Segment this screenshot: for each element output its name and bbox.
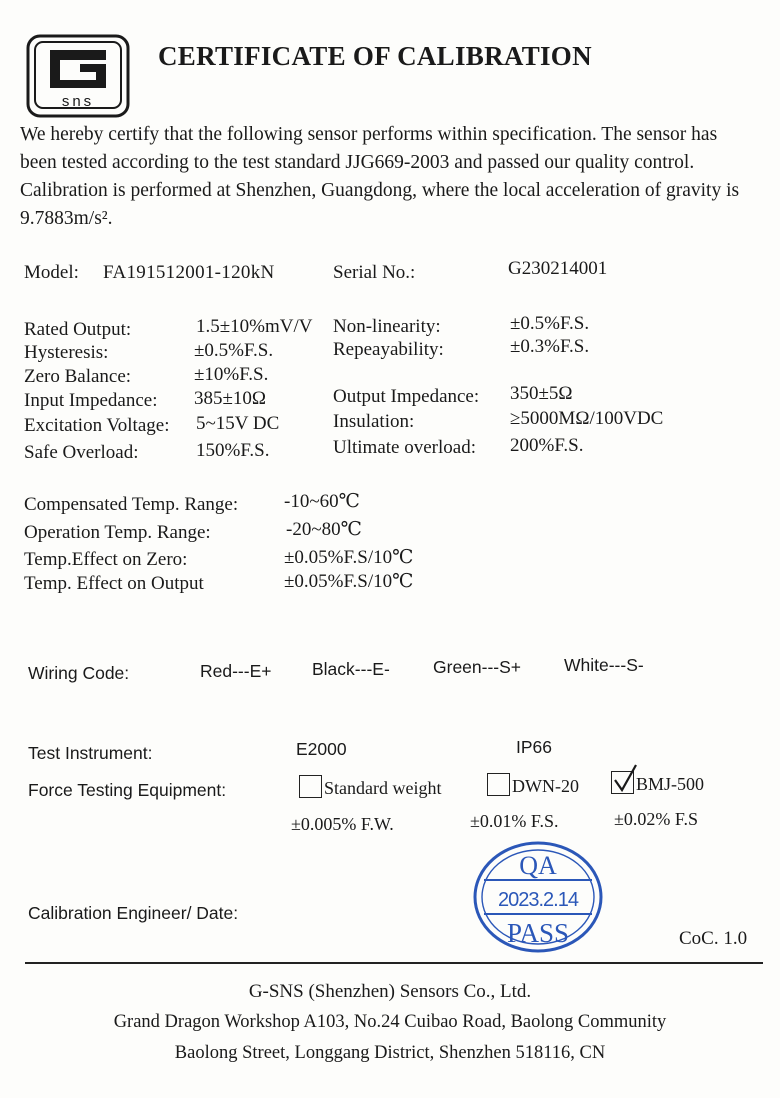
- spec-label-output-impedance: Output Impedance:: [333, 386, 480, 407]
- temp-value-effect-zero: ±0.05%F.S/10℃: [284, 547, 414, 568]
- spec-value-zero-balance: ±10%F.S.: [194, 364, 269, 385]
- equipment-option-dwn-20: [487, 773, 579, 797]
- temp-value-operation: -20~80℃: [286, 519, 362, 540]
- wiring-code-red: Red---E+: [200, 661, 272, 681]
- footer-company: G-SNS (Shenzhen) Sensors Co., Ltd.: [248, 981, 532, 1002]
- test-instrument-value: E2000: [296, 739, 347, 759]
- spec-value-ultimate-overload: 200%F.S.: [510, 435, 584, 456]
- temp-label-effect-zero: Temp.Effect on Zero:: [24, 549, 188, 570]
- serial-label: Serial No.:: [333, 262, 416, 283]
- model-label: Model:: [24, 262, 79, 283]
- svg-text:sns: sns: [61, 93, 95, 110]
- spec-label-input-impedance: Input Impedance:: [24, 390, 158, 411]
- temp-label-effect-output: Temp. Effect on Output: [24, 573, 204, 594]
- equipment-label: Force Testing Equipment:: [28, 780, 227, 800]
- equipment-name-standard-weight: Standard weight: [324, 778, 442, 798]
- equipment-name-bmj-500: BMJ-500: [636, 774, 705, 794]
- certificate-title: CERTIFICATE OF CALIBRATION: [158, 41, 592, 71]
- certification-statement: We hereby certify that the following sensor performs within specification. The sensor has been tested according to the test standard JJG669-2003 and passed our quality control. Calibration is performed at Shenzhen, Guangdong, where the local acceleration of gravity is 9.7883m/s².: [20, 124, 740, 229]
- spec-label-repeatability: Repeayability:: [333, 339, 444, 360]
- wiring-code-green: Green---S+: [433, 657, 522, 677]
- equipment-option-bmj-500: [611, 771, 704, 795]
- svg-text:QA: QA: [519, 851, 557, 880]
- wiring-code-white: White---S-: [564, 655, 644, 675]
- spec-label-hysteresis: Hysteresis:: [24, 342, 109, 363]
- qa-pass-stamp: [470, 838, 606, 956]
- checkbox-bmj-500[interactable]: [611, 771, 634, 794]
- spec-label-insulation: Insulation:: [333, 411, 415, 432]
- company-logo: [26, 34, 130, 118]
- footer-address-line-2: Baolong Street, Longgang District, Shenzhen 518116, CN: [174, 1043, 606, 1063]
- check-mark-icon: [611, 763, 639, 795]
- test-instrument-label: Test Instrument:: [28, 743, 153, 763]
- checkbox-standard-weight[interactable]: [299, 775, 322, 798]
- spec-label-excitation-voltage: Excitation Voltage:: [24, 415, 170, 436]
- equipment-option-standard-weight: [299, 775, 441, 799]
- temp-label-operation: Operation Temp. Range:: [24, 522, 211, 543]
- test-instrument-rating: IP66: [516, 737, 552, 757]
- spec-value-insulation: ≥5000MΩ/100VDC: [510, 408, 664, 429]
- temp-value-compensated: -10~60℃: [284, 491, 360, 512]
- svg-text:2023.2.14: 2023.2.14: [498, 889, 578, 911]
- spec-value-hysteresis: ±0.5%F.S.: [194, 340, 274, 361]
- spec-label-zero-balance: Zero Balance:: [24, 366, 132, 387]
- spec-label-ultimate-overload: Ultimate overload:: [333, 437, 476, 458]
- spec-label-non-linearity: Non-linearity:: [333, 316, 441, 337]
- checkbox-dwn-20[interactable]: [487, 773, 510, 796]
- spec-value-safe-overload: 150%F.S.: [196, 440, 270, 461]
- spec-value-rated-output: 1.5±10%mV/V: [196, 316, 313, 337]
- wiring-code-black: Black---E-: [312, 659, 390, 679]
- spec-label-rated-output: Rated Output:: [24, 319, 132, 340]
- wiring-label: Wiring Code:: [28, 663, 130, 683]
- serial-value: G230214001: [508, 258, 608, 279]
- model-value: FA191512001-120kN: [103, 262, 275, 283]
- equipment-accuracy-dwn-20: ±0.01% F.S.: [470, 811, 559, 831]
- equipment-name-dwn-20: DWN-20: [512, 776, 579, 796]
- spec-value-excitation-voltage: 5~15V DC: [196, 413, 280, 434]
- footer-address-line-1: Grand Dragon Workshop A103, No.24 Cuibao Road, Baolong Community: [113, 1012, 667, 1032]
- spec-value-input-impedance: 385±10Ω: [194, 388, 267, 409]
- spec-value-output-impedance: 350±5Ω: [510, 383, 573, 404]
- calibration-engineer-label: Calibration Engineer/ Date:: [28, 903, 239, 923]
- svg-text:PASS: PASS: [506, 918, 570, 948]
- document-code: CoC. 1.0: [679, 928, 748, 949]
- spec-value-non-linearity: ±0.5%F.S.: [510, 313, 590, 334]
- spec-value-repeatability: ±0.3%F.S.: [510, 336, 590, 357]
- footer-divider: [25, 962, 763, 964]
- equipment-accuracy-bmj-500: ±0.02% F.S: [614, 809, 698, 829]
- temp-value-effect-output: ±0.05%F.S/10℃: [284, 571, 414, 592]
- temp-label-compensated: Compensated Temp. Range:: [24, 494, 239, 515]
- spec-label-safe-overload: Safe Overload:: [24, 442, 139, 463]
- equipment-accuracy-standard-weight: ±0.005% F.W.: [291, 814, 394, 834]
